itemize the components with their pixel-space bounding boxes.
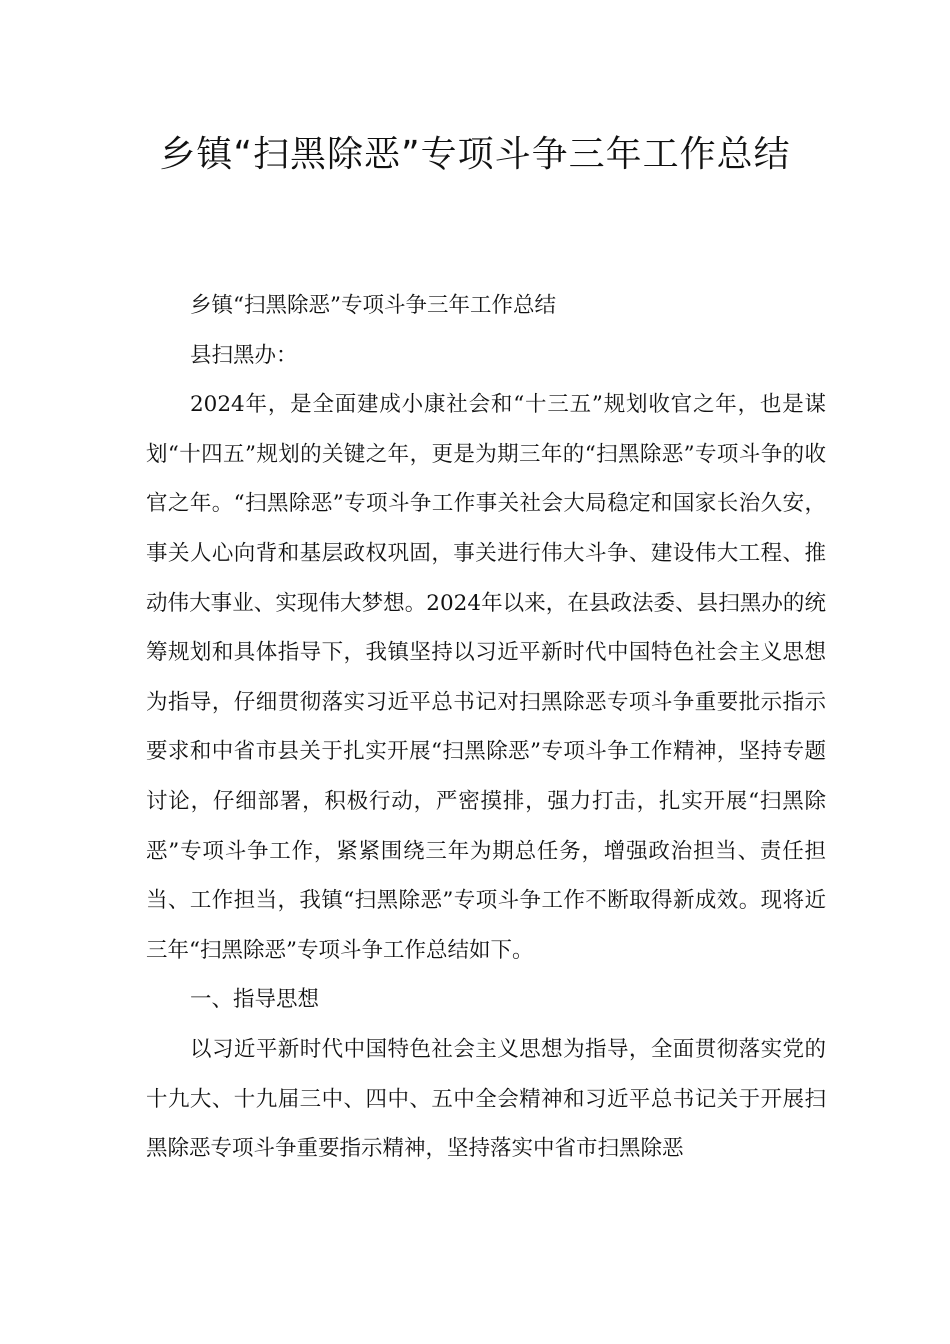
paragraph-intro: 2024年，是全面建成小康社会和“十三五”规划收官之年，也是谋划“十四五”规划的关键之年，更是为期三年的“扫黑除恶”专项斗争的收官之年。“扫黑除恶”专项斗争工作事关社会大局稳定和国家长治久安，事关人心向背和基层政权巩固，事关进行伟大斗争、建设伟大工程、推动伟大事业、实现伟大梦想。2024年以来，在县政法委、县扫黑办的统筹规划和具体指导下，我镇坚持以习近平新时代中国特色社会主义思想为指导，仔细贯彻落实习近平总书记对扫黑除恶专项斗争重要批示指示要求和中省市县关于扎实开展“扫黑除恶”专项斗争工作精神，坚持专题讨论，仔细部署，积极行动，严密摸排，强力打击，扎实开展“扫黑除恶”专项斗争工作，紧紧围绕三年为期总任务，增强政治担当、责任担当、工作担当，我镇“扫黑除恶”专项斗争工作不断取得新成效。现将近三年“扫黑除恶”专项斗争工作总结如下。 — [146, 392, 826, 963]
paragraph-subtitle: 乡镇“扫黑除恶”专项斗争三年工作总结 — [190, 293, 556, 318]
section-heading-guiding-ideology: 一、指导思想 — [190, 987, 320, 1013]
document-body — [146, 281, 826, 1174]
document-title: 乡镇“扫黑除恶”专项斗争三年工作总结 — [159, 134, 791, 175]
paragraph-guiding-ideology: 以习近平新时代中国特色社会主义思想为指导，全面贯彻落实党的十九大、十九届三中、四中、五中全会精神和习近平总书记关于开展扫黑除恶专项斗争重要指示精神，坚持落实中省市扫黑除恶 — [146, 1036, 826, 1162]
paragraph-addressee: 县扫黑办： — [190, 342, 298, 368]
